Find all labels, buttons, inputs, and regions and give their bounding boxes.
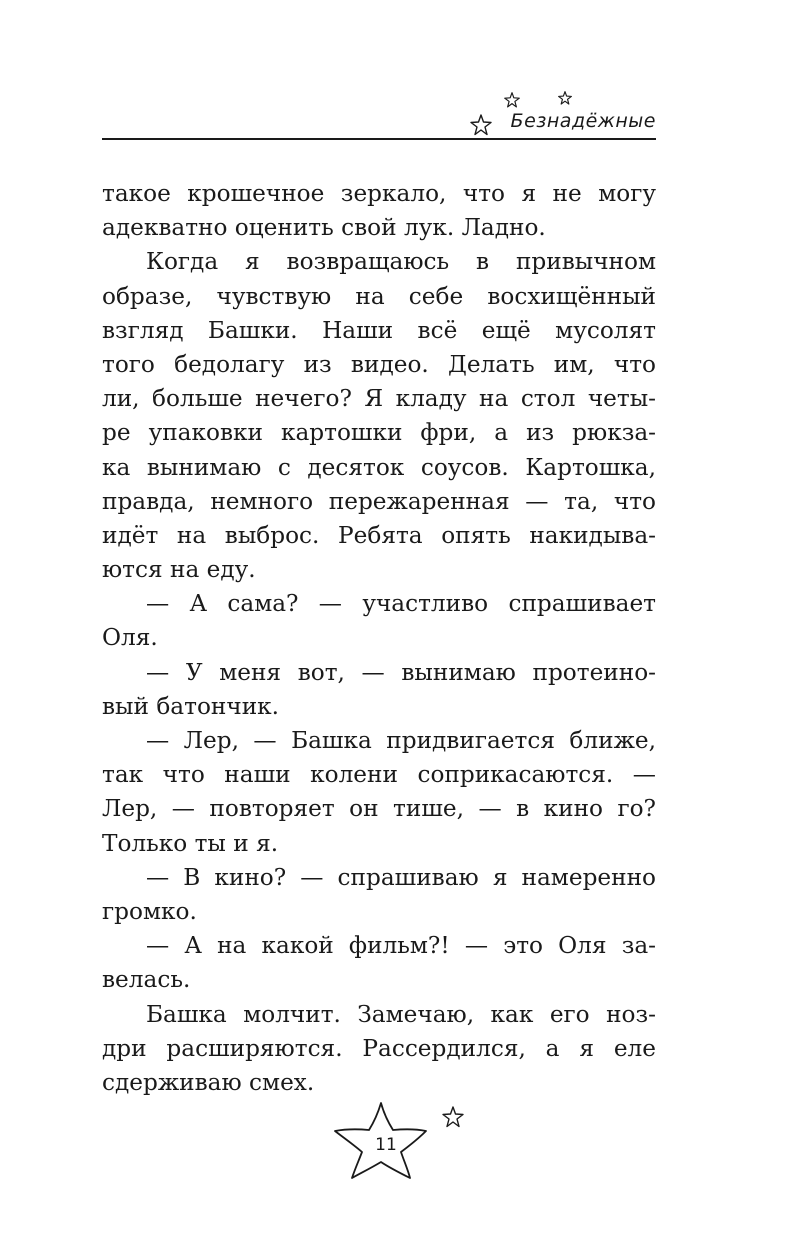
text-line: Когда я возвращаюсь в привычном <box>146 248 656 276</box>
star-outline-icon <box>558 91 572 105</box>
text-line: взгляд Башки. Наши всё ещё мусолят <box>102 316 656 344</box>
text-line: Башка молчит. Замечаю, как его ноз- <box>146 1000 656 1028</box>
text-line: ка вынимаю с десяток соусов. Картошка, <box>102 453 656 481</box>
running-header <box>102 88 656 142</box>
text-line: образе, чувствую на себе восхищённый <box>102 282 656 310</box>
text-line: того бедолагу из видео. Делать им, что <box>102 350 656 378</box>
text-line: — А сама? — участливо спрашивает <box>146 590 656 618</box>
text-line: вый батончик. <box>102 692 280 720</box>
text-line: такое крошечное зеркало, что я не могу <box>102 180 656 207</box>
header-divider <box>102 138 656 140</box>
text-line: Только ты и я. <box>102 829 279 857</box>
text-line: Лер, — повторяет он тише, — в кино го? <box>102 795 656 823</box>
page-body <box>102 177 656 1100</box>
star-doodle-icon <box>442 1106 464 1128</box>
text-line: — Лер, — Башка придвигается ближе, <box>146 727 656 754</box>
text-line: дри расширяются. Рассердился, а я еле <box>102 1034 656 1062</box>
text-line: велась. <box>102 966 191 994</box>
text-line: сдерживаю смех. <box>102 1068 315 1096</box>
text-line: — А на какой фильм?! — это Оля за- <box>146 932 656 960</box>
star-outline-icon <box>504 92 520 108</box>
text-line: Оля. <box>102 624 158 652</box>
text-line: так что наши колени соприкасаются. — <box>102 761 656 789</box>
text-line: ре упаковки картошки фри, а из рюкза- <box>102 419 656 447</box>
text-line: адекватно оценить свой лук. Ладно. <box>102 214 546 242</box>
text-line: громко. <box>102 897 197 925</box>
text-line: идёт на выброс. Ребята опять накидыва- <box>102 521 656 549</box>
text-line: ли, больше нечего? Я кладу на стол четы- <box>102 385 656 413</box>
page-footer <box>330 1100 480 1200</box>
text-line: — В кино? — спрашиваю я намеренно <box>146 863 656 891</box>
page-number: 11 <box>375 1135 397 1155</box>
text-line: ются на еду. <box>102 556 256 584</box>
text-line: — У меня вот, — вынимаю протеино- <box>146 658 656 686</box>
star-doodle-icon <box>470 114 492 136</box>
book-title: Безнадёжные <box>510 110 656 132</box>
text-line: правда, немного пережаренная — та, что <box>102 487 656 515</box>
